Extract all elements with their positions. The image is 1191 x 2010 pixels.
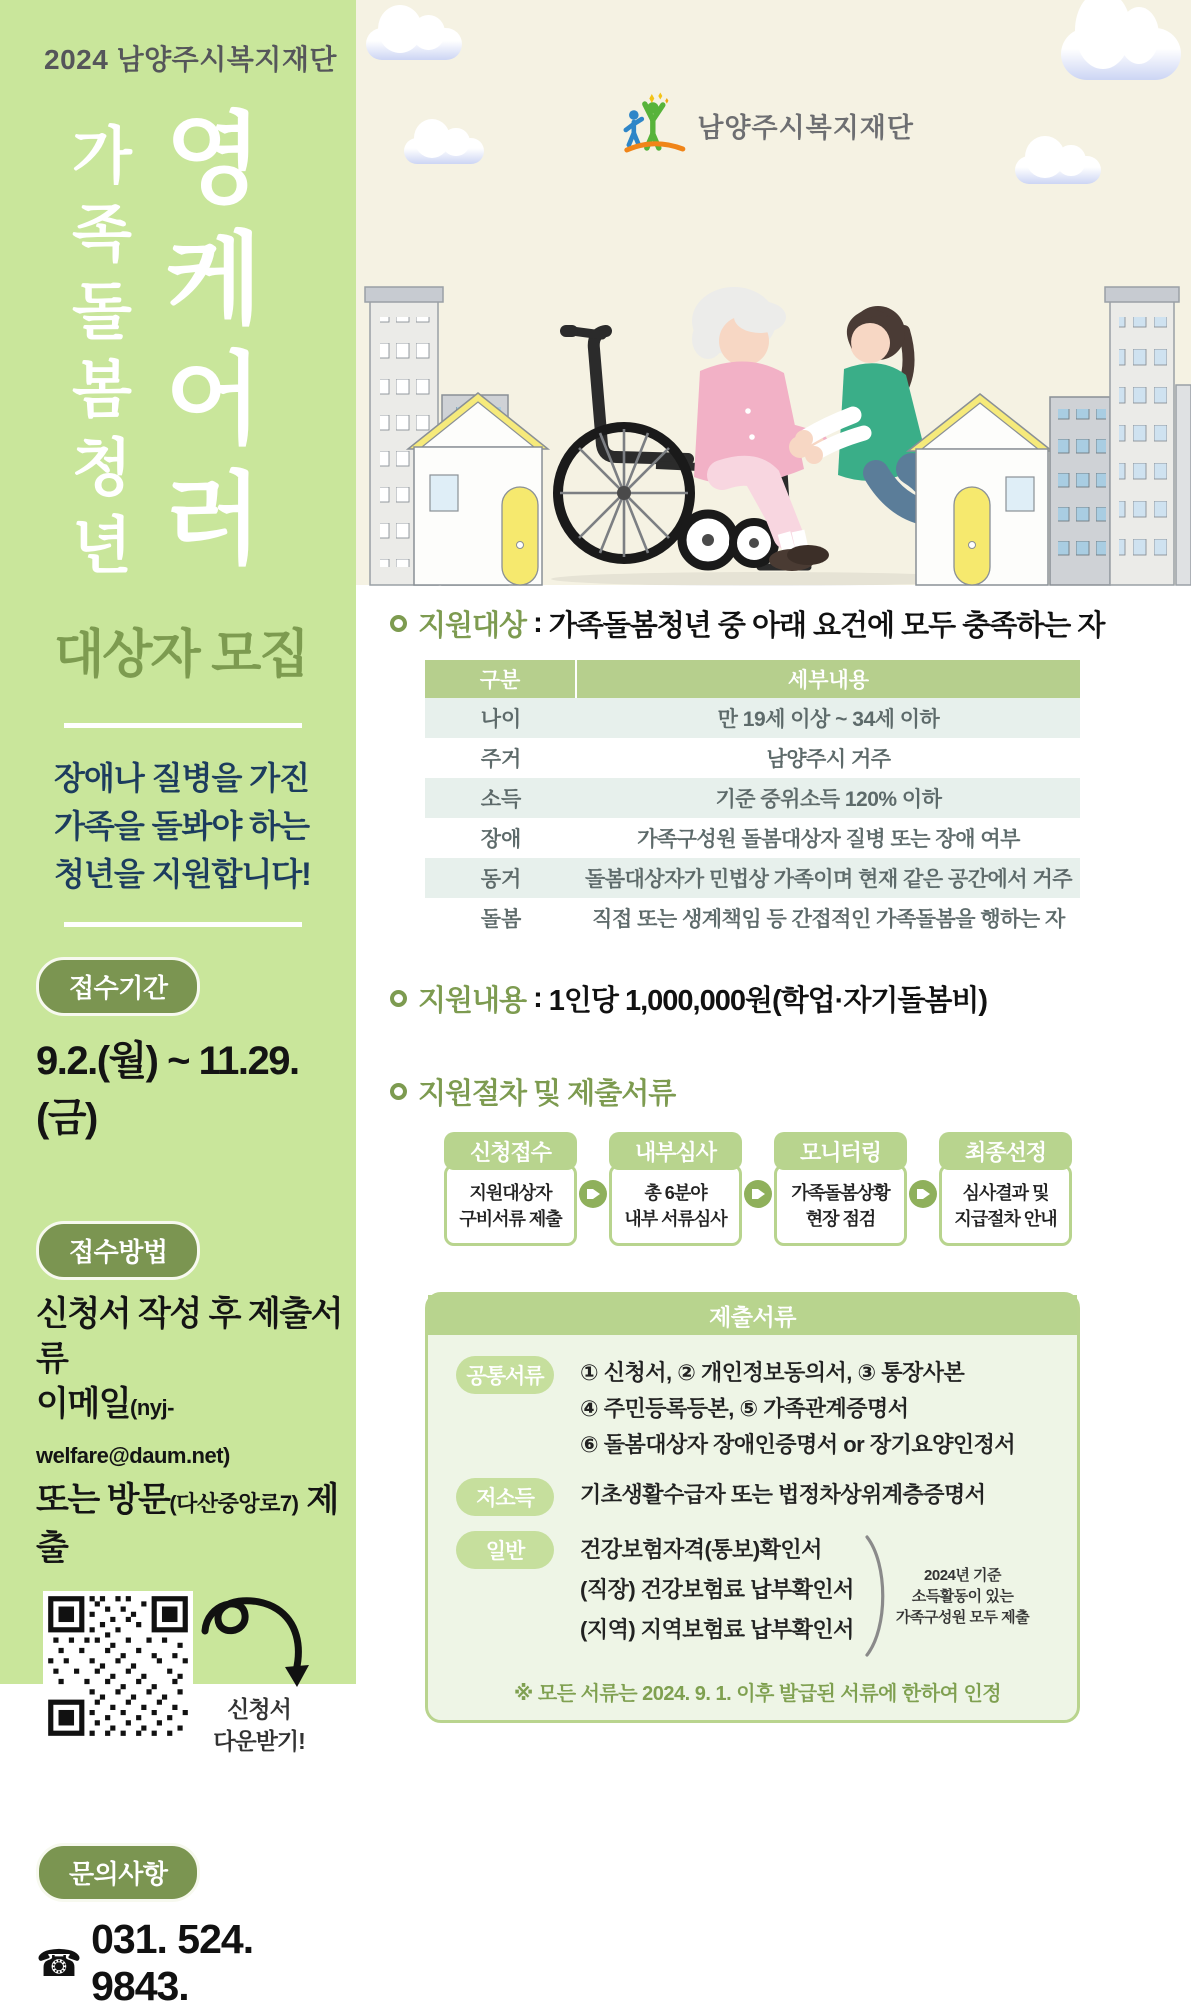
visit-address: (다산중앙로7): [169, 1491, 299, 1516]
documents-panel-body: [428, 1335, 1077, 1720]
section-bullet-icon: [390, 1083, 407, 1100]
title-letter: 년: [72, 512, 130, 581]
section-bullet-icon: [390, 990, 407, 1007]
document-group-lowincome: [456, 1477, 1059, 1516]
row-label: 나이: [480, 708, 522, 731]
note-line: 소득활동이 있는: [911, 1588, 1014, 1605]
step-description: [774, 1164, 907, 1246]
section-title: 지원대상: [418, 610, 527, 642]
qr-caption-line: 다운받기!: [213, 1728, 305, 1754]
year-title: 2024 남양주시복지재단: [44, 44, 337, 75]
method-line-3: [36, 1478, 356, 1571]
qr-caption-line: 신청서: [227, 1696, 291, 1722]
curved-arrow-icon: [199, 1591, 319, 1691]
table-header-detail: 세부내용: [787, 669, 870, 692]
section-header-process: [390, 1071, 1191, 1112]
contact-badge: 문의사항: [36, 1843, 200, 1902]
title-letter: 가: [72, 122, 130, 191]
section-header-target: [390, 603, 1191, 644]
title-letter: 봄: [72, 356, 130, 425]
table-row: [425, 818, 1080, 858]
step-label: 신청접수: [444, 1132, 577, 1170]
main-title-column-1: [60, 118, 142, 586]
document-line: ④ 주민등록등본, ⑤ 가족관계증명서: [580, 1396, 909, 1421]
process-step-3: [774, 1132, 907, 1246]
step-line: 내부 서류심사: [624, 1209, 727, 1229]
row-label: 소득: [480, 788, 522, 811]
description-line: 가족을 돌봐야 하는: [54, 808, 310, 844]
document-line: 건강보험자격(통보)확인서: [580, 1537, 822, 1562]
document-line: 기초생활수급자 또는 법정차상위계층증명서: [580, 1482, 986, 1507]
content-area: [356, 585, 1191, 1723]
method-line-1: 신청서 작성 후 제출서류: [36, 1295, 342, 1378]
group-lines: [580, 1355, 1015, 1463]
section-description: 가족돌봄청년 중 아래 요건에 모두 충족하는 자: [548, 610, 1105, 642]
method-line-3-main: 또는 방문: [36, 1481, 170, 1519]
qr-section: [43, 1591, 356, 1757]
document-group-common: [456, 1355, 1059, 1463]
caregiving-illustration: [356, 235, 1191, 585]
process-step-2: [609, 1132, 742, 1246]
step-line: 구비서류 제출: [459, 1209, 562, 1229]
description: [54, 754, 356, 898]
section-title: 지원절차 및 제출서류: [418, 1078, 676, 1110]
title-letter: 러: [165, 464, 257, 576]
method-line-2: [36, 1382, 356, 1478]
email-address: (nyj-welfare@daum.net): [36, 1395, 230, 1468]
section-separator: :: [533, 607, 542, 639]
step-line: 가족돌봄상황: [791, 1183, 890, 1203]
process-step-1: [444, 1132, 577, 1246]
group-pill: 일반: [456, 1531, 554, 1569]
title-letter: 돌: [72, 278, 130, 347]
step-line: 지원대상자: [469, 1183, 552, 1203]
phone-row: [36, 1916, 356, 2010]
row-label: 돌봄: [480, 908, 522, 931]
table-row: [425, 778, 1080, 818]
method-badge: 접수방법: [36, 1221, 200, 1280]
documents-panel: [425, 1292, 1080, 1723]
document-line: ⑥ 돌봄대상자 장애인증명서 or 장기요양인정서: [580, 1432, 1016, 1457]
main-panel: [356, 0, 1191, 1705]
sidebar: [0, 0, 356, 2009]
step-line: 총 6분야: [644, 1183, 707, 1203]
table-header-row: [425, 660, 1080, 698]
method-line-2-main: 이메일: [36, 1385, 131, 1423]
method-text: [36, 1292, 356, 1571]
step-label: 모니터링: [774, 1132, 907, 1170]
table-row: [425, 858, 1080, 898]
title-letter: 족: [72, 200, 130, 269]
section-title: 지원내용: [418, 985, 527, 1017]
title-letter: 청: [72, 434, 130, 503]
step-description: [939, 1164, 1072, 1246]
row-value: 직접 또는 생계책임 등 간접적인 가족돌봄을 행하는 자: [592, 908, 1065, 931]
row-value: 남양주시 거주: [766, 748, 891, 771]
row-value: 기준 중위소득 120% 이하: [715, 788, 942, 811]
step-line: 현장 점검: [805, 1209, 876, 1229]
documents-panel-header: 제출서류: [428, 1295, 1077, 1335]
group-pill: 공통서류: [456, 1356, 554, 1394]
description-line: 장애나 질병을 가진: [54, 760, 310, 796]
section-separator: :: [533, 982, 542, 1014]
step-line: 지급절차 안내: [954, 1209, 1057, 1229]
group-pill: 저소득: [456, 1478, 554, 1516]
row-label: 주거: [480, 748, 522, 771]
arrow-right-icon: [579, 1180, 607, 1208]
subtitle: 대상자 모집: [54, 626, 308, 684]
brace-icon: [864, 1534, 890, 1663]
main-title: [60, 100, 356, 586]
section-bullet-icon: [390, 615, 407, 632]
title-letter: 영: [165, 104, 257, 216]
row-label: 동거: [480, 868, 522, 891]
group-lines: [580, 1530, 854, 1663]
qr-code: [43, 1591, 193, 1741]
cloud-icon: [1061, 28, 1181, 80]
table-header-category: 구분: [425, 660, 577, 698]
qr-caption: [213, 1693, 305, 1757]
document-line: (지역) 지역보험료 납부확인서: [580, 1617, 854, 1642]
group-lines: [580, 1477, 986, 1516]
cloud-icon: [404, 138, 484, 164]
table-row: [425, 698, 1080, 738]
note-line: 2024년 기준: [924, 1567, 1002, 1584]
foundation-logo: [621, 92, 914, 159]
arrow-right-icon: [744, 1180, 772, 1208]
period-text: 9.2.(월) ~ 11.29.(금): [36, 1039, 299, 1140]
row-value: 가족구성원 돌봄대상자 질병 또는 장애 여부: [637, 828, 1020, 851]
arrow-right-icon: [909, 1180, 937, 1208]
title-letter: 케: [165, 224, 257, 336]
phone-number: 031. 524. 9843.: [91, 1916, 254, 2009]
table-row: [425, 898, 1080, 938]
document-group-general: [456, 1530, 1059, 1663]
method-line-3-tail: 제출: [36, 1481, 338, 1567]
phone-icon: ☎: [36, 1942, 82, 1984]
step-label: 최종선정: [939, 1132, 1072, 1170]
hero-illustration-area: [356, 0, 1191, 585]
step-description: [444, 1164, 577, 1246]
eligibility-table: [425, 660, 1080, 938]
process-steps: [444, 1132, 1191, 1246]
cloud-icon: [1015, 156, 1101, 184]
step-label: 내부심사: [609, 1132, 742, 1170]
process-step-4: [939, 1132, 1072, 1246]
table-row: [425, 738, 1080, 778]
divider: [64, 723, 302, 728]
foundation-logo-icon: [621, 92, 687, 159]
main-title-column-2: [150, 100, 272, 586]
group-note: [896, 1565, 1029, 1628]
row-label: 장애: [480, 828, 522, 851]
title-letter: 어: [165, 344, 257, 456]
cloud-icon: [366, 28, 462, 60]
document-line: (직장) 건강보험료 납부확인서: [580, 1577, 854, 1602]
row-value: 만 19세 이상 ~ 34세 이하: [717, 708, 940, 731]
row-value: 돌봄대상자가 민법상 가족이며 현재 같은 공간에서 거주: [584, 868, 1073, 891]
description-line: 청년을 지원합니다!: [54, 856, 311, 892]
foundation-logo-text: 남양주시복지재단: [697, 113, 914, 143]
step-line: 심사결과 및: [962, 1183, 1049, 1203]
note-line: 가족구성원 모두 제출: [895, 1609, 1030, 1626]
section-description: 1인당 1,000,000원(학업·자기돌봄비): [548, 985, 988, 1017]
document-line: ① 신청서, ② 개인정보동의서, ③ 통장사본: [580, 1360, 965, 1385]
section-header-benefit: [390, 978, 1191, 1019]
period-badge: 접수기간: [36, 957, 200, 1016]
documents-footnote: ※ 모든 서류는 2024. 9. 1. 이후 발급된 서류에 한하여 인정: [513, 1683, 1002, 1705]
step-description: [609, 1164, 742, 1246]
